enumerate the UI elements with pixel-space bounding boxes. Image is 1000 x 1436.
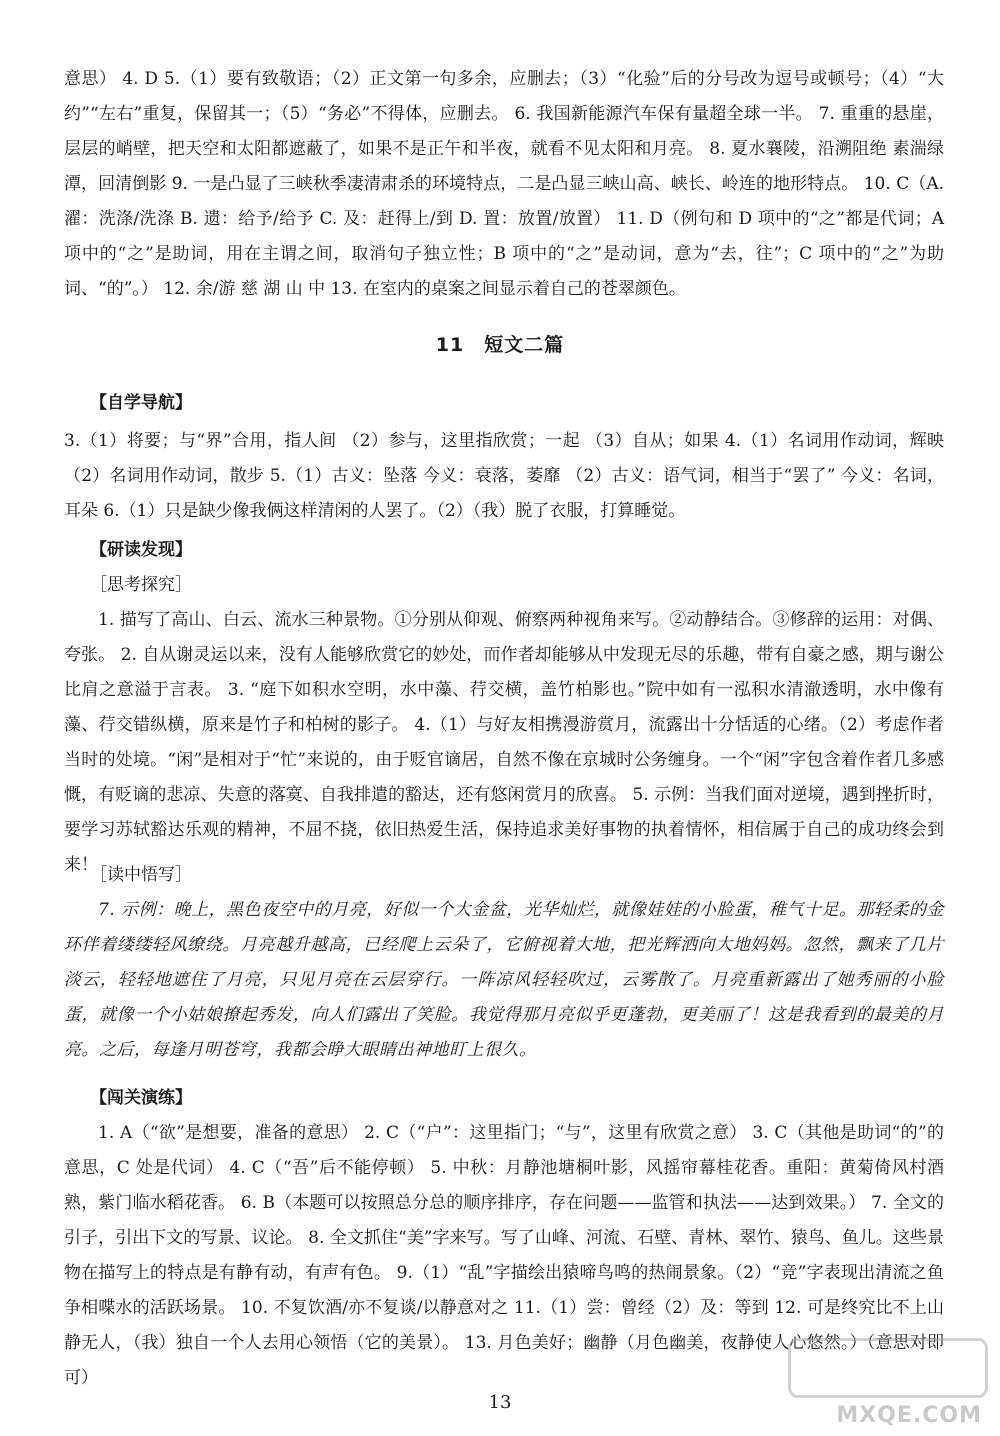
zixue-answers: 3.（1）将要；与“界”合用，指人间 （2）参与，这里指欣赏；一起 （3）自从；如果 4.（1）名词用作动词，辉映 （2）名词用作动词，散步 5.（1）古义：坠落 今义：衰落，萎靡 （2）古义：语气词，相当于“罢了” 今义：名词，耳朵 6.（1）只是缺少像我俩这样清闲的人罢了。（2）（我）脱了衣服，打算睡觉。 bbox=[64, 431, 944, 521]
heading-yandu: 【研读发现】 bbox=[90, 540, 192, 560]
heading-zixue: 【自学导航】 bbox=[90, 393, 192, 413]
page-number: 13 bbox=[488, 1392, 512, 1413]
subheading-sikao: ［思考探究］ bbox=[90, 575, 192, 595]
heading-chuangguan: 【闯关演练】 bbox=[90, 1088, 192, 1108]
duzhong-sample-essay: 7. 示例：晚上，黑色夜空中的月亮，好似一个大金盆，光华灿烂，就像娃娃的小脸蛋，稚气十足。那轻柔的金环伴着缕缕轻风缭绕。月亮越升越高，已经爬上云朵了，它俯视着大地，把光辉洒向大地妈妈。忽然，飘来了几片淡云，轻轻地遮住了月亮，只见月亮在云层穿行。一阵凉风轻轻吹过，云雾散了。月亮重新露出了她秀丽的小脸蛋，就像一个小姑娘撩起秀发，向人们露出了笑脸。我觉得那月亮似乎更蓬勃，更美丽了！这是我看到的最美的月亮。之后，每逢月明苍穹，我都会睁大眼睛出神地盯上很久。 bbox=[64, 900, 944, 1060]
section-number: 11 bbox=[435, 334, 465, 356]
section-title bbox=[0, 330, 1000, 357]
watermark-logo bbox=[788, 1338, 988, 1398]
watermark-url: MXQE.COM bbox=[836, 1403, 982, 1428]
sikao-answers: 1. 描写了高山、白云、流水三种景物。①分别从仰观、俯察两种视角来写。②动静结合。③修辞的运用：对偶、夸张。 2. 自从谢灵运以来，没有人能够欣赏它的妙处，而作者却能够从中发现无尽的乐趣，带有自豪之感，期与谢公比肩之意溢于言表。 3. “庭下如积水空明，水中藻、荇交横，盖竹柏影也。”院中如有一泓积水清澈透明，水中像有藻、荇交错纵横，原来是竹子和柏树的影子。 4.（1）与好友相携漫游赏月，流露出十分恬适的心绪。（2）考虑作者当时的处境。“闲”是相对于“忙”来说的，由于贬官谪居，自然不像在京城时公务缠身。一个“闲”字包含着作者几多感慨，有贬谪的悲凉、失意的落寞、自我排遣的豁达，还有悠闲赏月的欣喜。 5. 示例：当我们面对逆境，遇到挫折时，要学习苏轼豁达乐观的精神，不屈不挠，依旧热爱生活，保持追求美好事物的执着情怀，相信属于自己的成功终会到来！ bbox=[64, 610, 944, 875]
watermark bbox=[788, 1338, 988, 1428]
answer-paragraph-previous-lesson: 意思） 4. D 5.（1）要有致敬语；（2）正文第一句多余，应删去；（3）“化验”后的分号改为逗号或顿号；（4）“大约”“左右”重复，保留其一；（5）“务必”不得体，应删去。 6. 我国新能源汽车保有量超全球一半。 7. 重重的悬崖，层层的峭壁，把天空和太阳都遮蔽了，如果不是正午和半夜，就看不见太阳和月亮。 8. 夏水襄陵，沿溯阻绝 素湍绿潭，回清倒影 9. 一是凸显了三峡秋季凄清肃杀的环境特点，二是凸显三峡山高、峡长、岭连的地形特点。 10. C（A. 濯：洗涤/洗涤 B. 遗：给予/给予 C. 及：赶得上/到 D. 置：放置/放置） 11. D（例句和 D 项中的“之”都是代词；A 项中的“之”是助词，用在主谓之间，取消句子独立性；B 项中的“之”是动词，意为“去，往”；C 项中的“之”为助词、“的”。） 12. 余/游 慈 湖 山 中 13. 在室内的桌案之间显示着自己的苍翠颜色。 bbox=[64, 69, 944, 299]
chuangguan-answers: 1. A（“欲”是想要，准备的意思） 2. C（“户”：这里指门；“与”，这里有欣赏之意） 3. C（其他是助词“的”的意思，C 处是代词） 4. C（“吾”后不能停顿） 5. 中秋：月静池塘桐叶影，风摇帘幕桂花香。重阳：黄菊倚风村酒熟，紫门临水稻花香。 6. B（本题可以按照总分总的顺序排序，存在问题——监管和执法——达到效果。） 7. 全文的引子，引出下文的写景、议论。 8. 全文抓住“美”字来写。写了山峰、河流、石壁、青林、翠竹、猿鸟、鱼儿。这些景物在描写上的特点是有静有动，有声有色。 9.（1）“乱”字描绘出猿啼鸟鸣的热闹景象。（2）“竞”字表现出清流之鱼争相喋水的活跃场景。 10. 不复饮酒/亦不复谈/以静意对之 11.（1）尝：曾经（2）及：等到 12. 可是终究比不上山静无人，（我）独自一个人去用心领悟（它的美景）。 13. 月色美好；幽静（月色幽美，夜静使人心悠然。）（意思对即可） bbox=[64, 1123, 944, 1388]
section-name: 短文二篇 bbox=[484, 334, 565, 356]
subheading-duzhong: ［读中悟写］ bbox=[90, 865, 192, 885]
